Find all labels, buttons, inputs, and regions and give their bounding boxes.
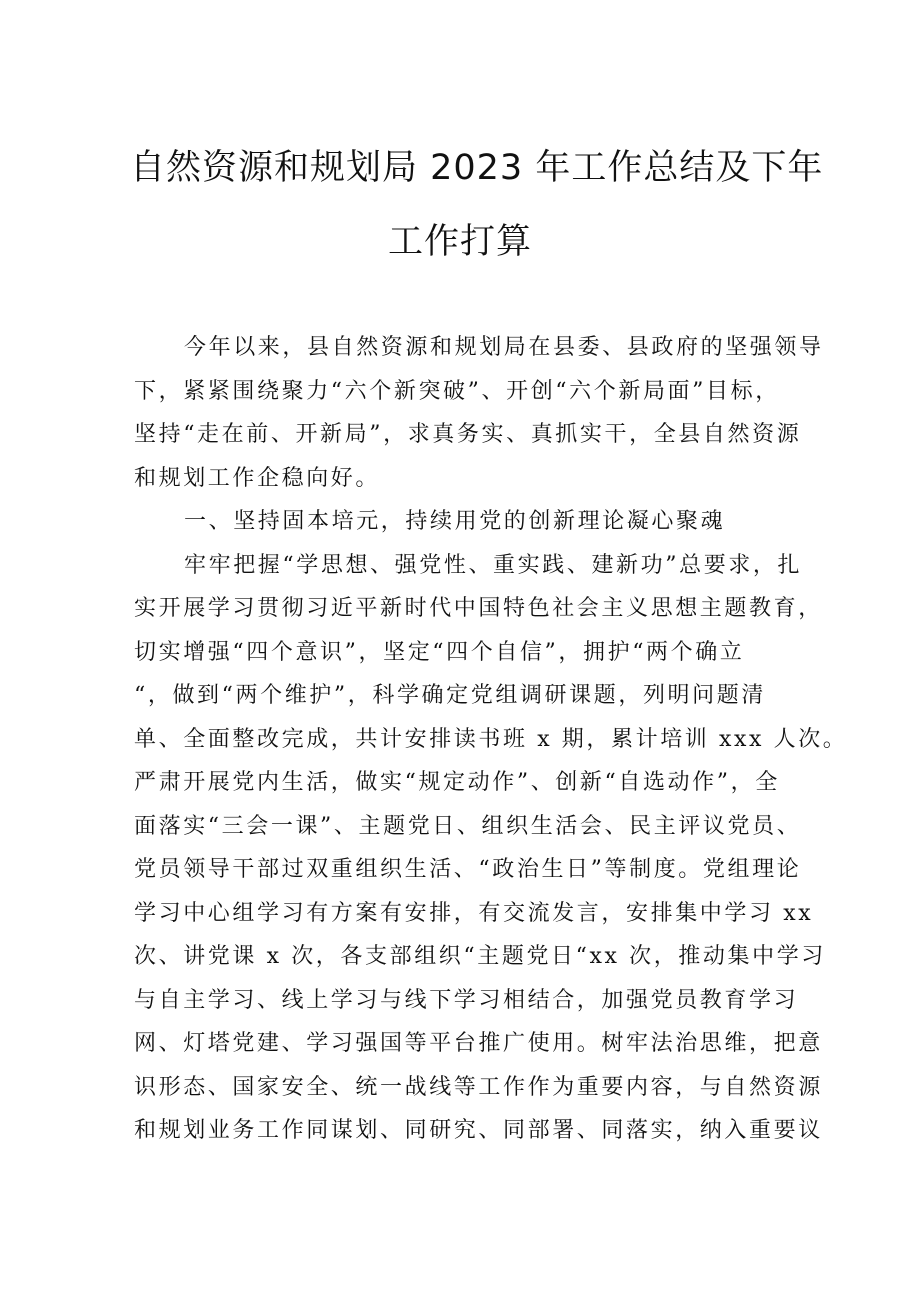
document-title-line-2: 工作打算: [387, 222, 532, 262]
paragraph-line: 切实增强“四个意识”，坚定“四个自信”，拥护“两个确立: [134, 639, 745, 665]
paragraph-line: “，做到“两个维护”，科学确定党组调研课题，列明问题清: [134, 683, 766, 708]
paragraph-line: 牢牢把握“学思想、强党性、重实践、建新功”总要求，扎: [184, 552, 803, 578]
paragraph-line: 和规划业务工作同谋划、同研究、同部署、同落实，纳入重要议: [134, 1118, 823, 1143]
paragraph-line: 识形态、国家安全、统一战线等工作作为重要内容，与自然资源: [134, 1074, 823, 1100]
paragraph-line: 面落实“三会一课”、主题党日、组织生活会、民主评议党员、: [134, 813, 802, 839]
paragraph-line: 学习中心组学习有方案有安排，有交流发言，安排集中学习 xx: [134, 900, 814, 926]
document-body: [134, 326, 848, 1153]
paragraph-line: 下，紧紧围绕聚力“六个新突破”、开创“六个新局面”目标，: [134, 378, 780, 404]
paragraph-line: 严肃开展党内生活，做实“规定动作”、创新“自选动作”，全: [134, 770, 780, 795]
section-heading: 一、坚持固本培元，持续用党的创新理论凝心聚魂: [184, 509, 726, 534]
paragraph-line: 实开展学习贯彻习近平新时代中国特色社会主义思想主题教育，: [134, 596, 823, 621]
paragraph-line: 次、讲党课 x 次，各支部组织“主题党日“xx 次，推动集中学习: [134, 944, 826, 969]
paragraph-line: 今年以来，县自然资源和规划局在县委、县政府的坚强领导: [184, 335, 824, 360]
paragraph-line: 坚持“走在前、开新局”，求真务实、真抓实干，全县自然资源: [134, 422, 802, 447]
paragraph-line: 与自主学习、线上学习与线下学习相结合，加强党员教育学习: [134, 987, 799, 1013]
paragraph-line: 党员领导干部过双重组织生活、“政治生日”等制度。党组理论: [134, 857, 802, 882]
paragraph-line: 网、灯塔党建、学习强国等平台推广使用。树牢法治思维，把意: [134, 1031, 823, 1056]
paragraph-line: 单、全面整改完成，共计安排读书班 x 期，累计培训 xxx 人次。: [134, 726, 848, 752]
document-title-line-1: 自然资源和规划局 2023 年工作总结及下年: [130, 148, 824, 188]
paragraph-line: 和规划工作企稳向好。: [134, 465, 381, 491]
